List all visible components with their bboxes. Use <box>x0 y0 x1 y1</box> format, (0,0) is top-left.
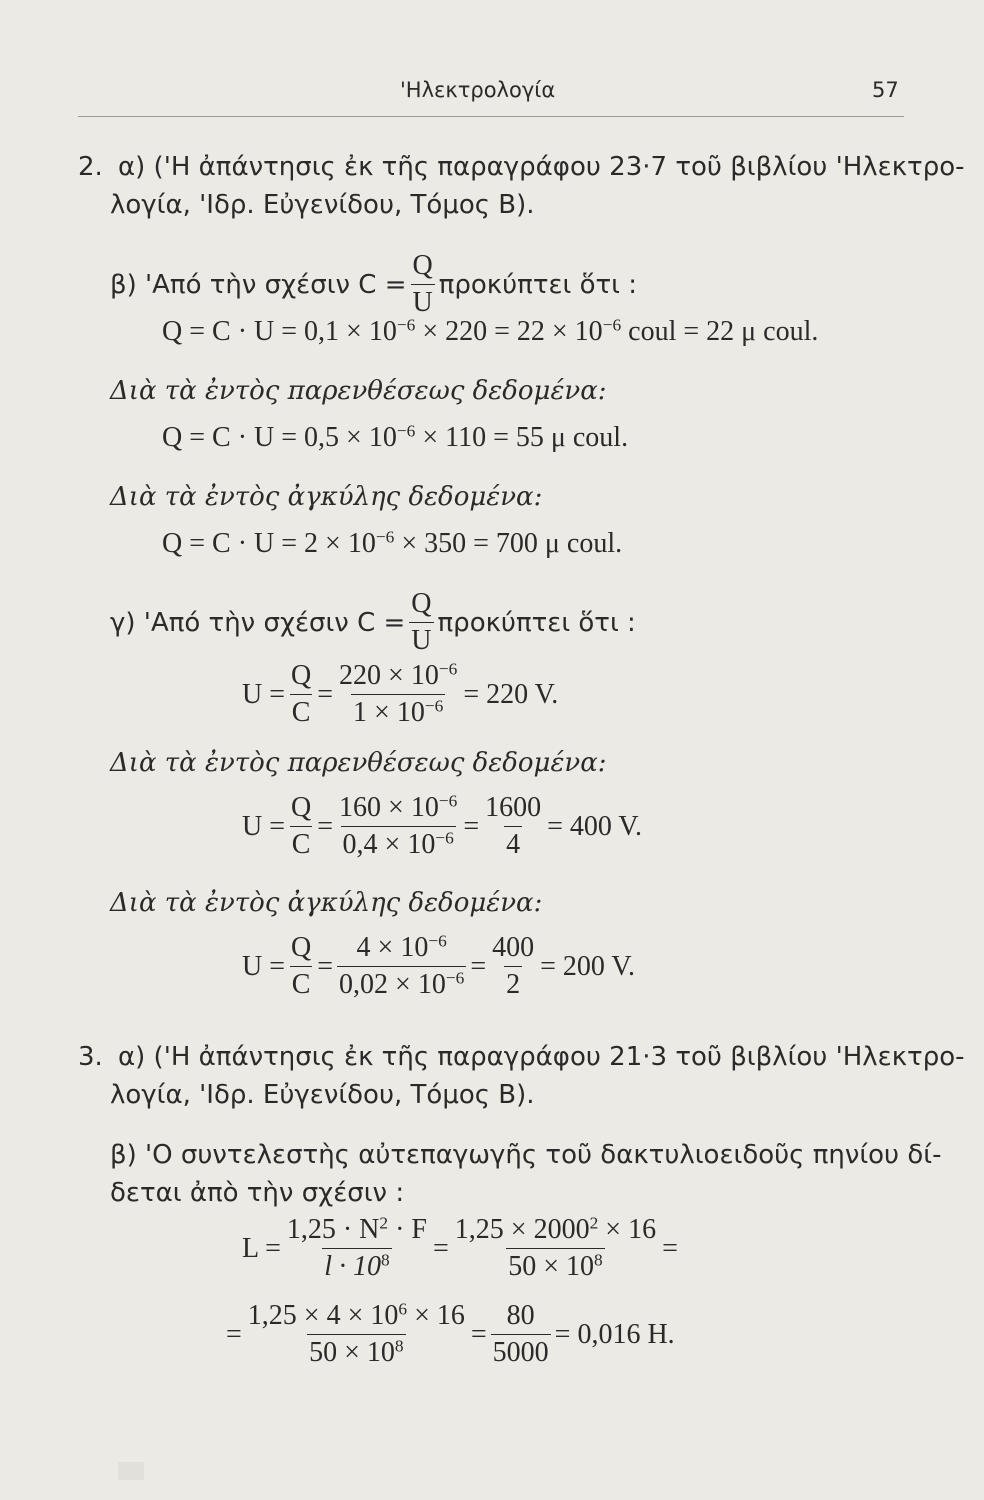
q3-l2-result: = 0,016 H. <box>554 1318 675 1350</box>
q2-c-den: U <box>409 622 433 657</box>
q3-l2-frac1-num-end: × 16 <box>407 1300 465 1331</box>
q2-u3-frac2-den-text: 0,02 × 10 <box>339 969 446 1000</box>
q3-l-frac1-den-text: l · 10 <box>324 1251 381 1282</box>
q3-l2-frac1 <box>246 1300 467 1369</box>
q3-l-lhs: L = <box>242 1232 281 1264</box>
q3-l2-frac1-num <box>246 1300 467 1334</box>
q2-eq2-exp: −6 <box>396 421 416 441</box>
q2-eq1-part: coul = 22 μ coul. <box>621 316 819 347</box>
q3-l2-frac1-num-text: 1,25 × 4 × 10 <box>247 1300 399 1331</box>
q3-l2-frac2 <box>491 1300 551 1369</box>
q2-u3-frac1 <box>289 932 313 1001</box>
q3-l-equation <box>242 1214 678 1283</box>
q2-eq1 <box>162 316 818 348</box>
q3-number: 3. <box>78 1042 103 1072</box>
header-rule <box>78 116 904 117</box>
q3-l2-frac2-num: 80 <box>506 1300 535 1331</box>
q3-l-frac2-num <box>453 1214 658 1248</box>
q2-u1-eq: = <box>317 678 334 710</box>
q3-l2-lhs: = <box>226 1318 242 1350</box>
q2-eq3-part: × 350 = 700 μ coul. <box>394 528 623 559</box>
q2-eq2 <box>162 422 628 454</box>
running-header-title: 'Ηλεκτρολογία <box>400 78 556 102</box>
q2-eq3-part: Q = C · U = 2 × 10 <box>162 528 376 559</box>
q3-b-line1: β) 'Ο συντελεστὴς αὐτεπαγωγῆς τοῦ δακτυλιοειδοῦς πηνίου δί- <box>110 1140 942 1170</box>
q2-u3-frac1-den: C <box>290 966 313 1001</box>
q3-a-line2: λογία, 'Ιδρ. Εὐγενίδου, Τόμος Β). <box>110 1080 535 1110</box>
q2-b-line <box>110 250 637 319</box>
q2-label-ank: Διὰ τὰ ἐντὸς ἀγκύλης δεδομένα: <box>110 482 543 512</box>
q2-u1-frac2-num-text: 220 × 10 <box>339 660 439 691</box>
q2-u2-frac2-num <box>337 792 459 826</box>
q2-u3-lhs: U = <box>242 950 286 982</box>
q2-u2-result: = 400 V. <box>547 810 643 842</box>
q3-l-frac1-den <box>322 1248 391 1283</box>
q2-b-suffix: προκύπτει ὅτι : <box>438 269 637 300</box>
q2-u1-result: = 220 V. <box>463 678 559 710</box>
q3-l2-equation <box>226 1300 675 1369</box>
q2-b-den: U <box>411 284 435 319</box>
q3-l2-frac1-num-exp: 6 <box>398 1299 408 1319</box>
q2-u3-frac1-num: Q <box>291 932 312 963</box>
q2-number: 2. <box>78 152 103 182</box>
q3-l2-eq: = <box>470 1318 487 1350</box>
q2-eq1-exp: −6 <box>602 315 622 335</box>
q2-u3-eq: = <box>317 950 334 982</box>
q3-l2-frac1-den-exp: 8 <box>394 1336 404 1356</box>
q2-b-fraction <box>411 250 435 319</box>
q2-eq2-part: × 110 = 55 μ coul. <box>415 422 629 453</box>
q2-u1-frac2-den-text: 1 × 10 <box>353 697 425 728</box>
q2-c-suffix: προκύπτει ὅτι : <box>437 607 636 638</box>
q2-u2-frac1 <box>289 792 313 861</box>
q3-l2-frac1-den-text: 50 × 10 <box>309 1337 395 1368</box>
q3-b-line2: δεται ἀπὸ τὴν σχέσιν : <box>110 1178 405 1208</box>
q2-u2-frac2-den-exp: −6 <box>435 828 454 848</box>
q3-l-frac1-num-end: · F <box>388 1214 427 1245</box>
q2-u2-equation <box>242 792 642 861</box>
q2-u2-eq: = <box>317 810 334 842</box>
q2-u1-frac2-den-exp: −6 <box>424 696 444 716</box>
q2-a-line2: λογία, 'Ιδρ. Εὐγενίδου, Τόμος Β). <box>110 190 535 220</box>
q3-l-frac2-den-text: 50 × 10 <box>508 1251 594 1282</box>
q2-c-num: Q <box>411 588 432 619</box>
q2-u2-lhs: U = <box>242 810 286 842</box>
q2-u3-frac2-den-exp: −6 <box>445 968 465 988</box>
q2-u2-frac2-den <box>341 826 456 861</box>
q2-b-num: Q <box>412 250 433 281</box>
paper-smudge <box>118 1462 144 1480</box>
q3-l-frac2-num-text: 1,25 × 2000 <box>454 1214 590 1245</box>
q3-l2-frac2-den: 5000 <box>491 1334 551 1369</box>
q3-l-frac2-den-exp: 8 <box>593 1250 603 1270</box>
q2-u3-equation <box>242 932 635 1001</box>
page-number: 57 <box>872 78 899 102</box>
q2-c-line <box>110 588 636 657</box>
q2-u2-frac1-num: Q <box>291 792 312 823</box>
q2-u2-frac2-den-text: 0,4 × 10 <box>342 829 436 860</box>
q2-u1-frac2-num <box>337 660 459 694</box>
q3-a-line1: α) ('Η ἀπάντησις ἐκ τῆς παραγράφου 21·3 τοῦ βιβλίου 'Ηλεκτρο- <box>118 1042 965 1072</box>
q2-c-fraction <box>409 588 433 657</box>
q2-label-paren2: Διὰ τὰ ἐντὸς παρενθέσεως δεδομένα: <box>110 748 607 778</box>
q2-u3-eq2: = <box>470 950 487 982</box>
q2-u3-frac3-den: 2 <box>504 966 522 1001</box>
q2-u1-frac1 <box>289 660 313 729</box>
q3-l-frac1-den-exp: 8 <box>380 1250 390 1270</box>
q2-u3-frac2-num <box>355 932 449 966</box>
q3-l2-frac1-den <box>307 1334 405 1369</box>
q2-u2-frac2-num-text: 160 × 10 <box>339 792 439 823</box>
q2-u1-frac1-den: C <box>290 694 313 729</box>
q3-l-eq: = <box>433 1232 449 1264</box>
q2-u1-lhs: U = <box>242 678 286 710</box>
q2-u1-equation <box>242 660 558 729</box>
q2-u2-frac3-den: 4 <box>504 826 522 861</box>
q2-u2-frac3 <box>483 792 543 861</box>
q2-u3-frac2 <box>337 932 466 1001</box>
q3-l-eq-trail: = <box>662 1232 678 1264</box>
q3-l-frac1-num-exp: 2 <box>379 1213 389 1233</box>
q2-u3-frac3-num: 400 <box>492 932 535 963</box>
q2-u1-frac1-num: Q <box>291 660 312 691</box>
q2-u3-frac2-den <box>337 966 466 1001</box>
q2-eq3 <box>162 528 622 560</box>
q2-b-prefix: β) 'Από τὴν σχέσιν C = <box>110 269 407 300</box>
q2-u1-frac2 <box>337 660 459 729</box>
q2-eq1-part: × 220 = 22 × 10 <box>415 316 603 347</box>
q2-label-ank2: Διὰ τὰ ἐντὸς ἀγκύλης δεδομένα: <box>110 888 543 918</box>
q3-l-frac1 <box>285 1214 429 1283</box>
q2-u1-frac2-den <box>351 694 445 729</box>
q2-eq2-part: Q = C · U = 0,5 × 10 <box>162 422 397 453</box>
q2-u2-frac3-num: 1600 <box>485 792 542 823</box>
q2-label-paren: Διὰ τὰ ἐντὸς παρενθέσεως δεδομένα: <box>110 376 607 406</box>
q2-u2-frac2-num-exp: −6 <box>438 791 458 811</box>
q3-l-frac2-den <box>506 1248 604 1283</box>
q3-l-frac1-num-text: 1,25 · N <box>286 1214 380 1245</box>
q3-l-frac2-num-end: × 16 <box>598 1214 657 1245</box>
q2-a-line1: α) ('Η ἀπάντησις ἐκ τῆς παραγράφου 23·7 τοῦ βιβλίου 'Ηλεκτρο- <box>118 152 965 182</box>
q2-u2-frac2 <box>337 792 459 861</box>
q2-u2-eq2: = <box>463 810 480 842</box>
q2-u2-frac1-den: C <box>290 826 313 861</box>
q2-u3-frac2-num-exp: −6 <box>428 931 447 951</box>
q2-eq1-part: Q = C · U = 0,1 × 10 <box>162 316 397 347</box>
q2-u3-frac3 <box>490 932 536 1001</box>
q3-l-frac2-num-exp: 2 <box>589 1213 599 1233</box>
q2-eq3-exp: −6 <box>375 527 395 547</box>
q2-c-prefix: γ) 'Από τὴν σχέσιν C = <box>110 607 406 638</box>
q2-u3-result: = 200 V. <box>540 950 636 982</box>
q3-l-frac1-num <box>285 1214 429 1248</box>
q2-eq1-exp: −6 <box>396 315 416 335</box>
q2-u3-frac2-num-text: 4 × 10 <box>356 932 429 963</box>
q2-u1-frac2-num-exp: −6 <box>438 659 458 679</box>
q3-l-frac2 <box>453 1214 658 1283</box>
